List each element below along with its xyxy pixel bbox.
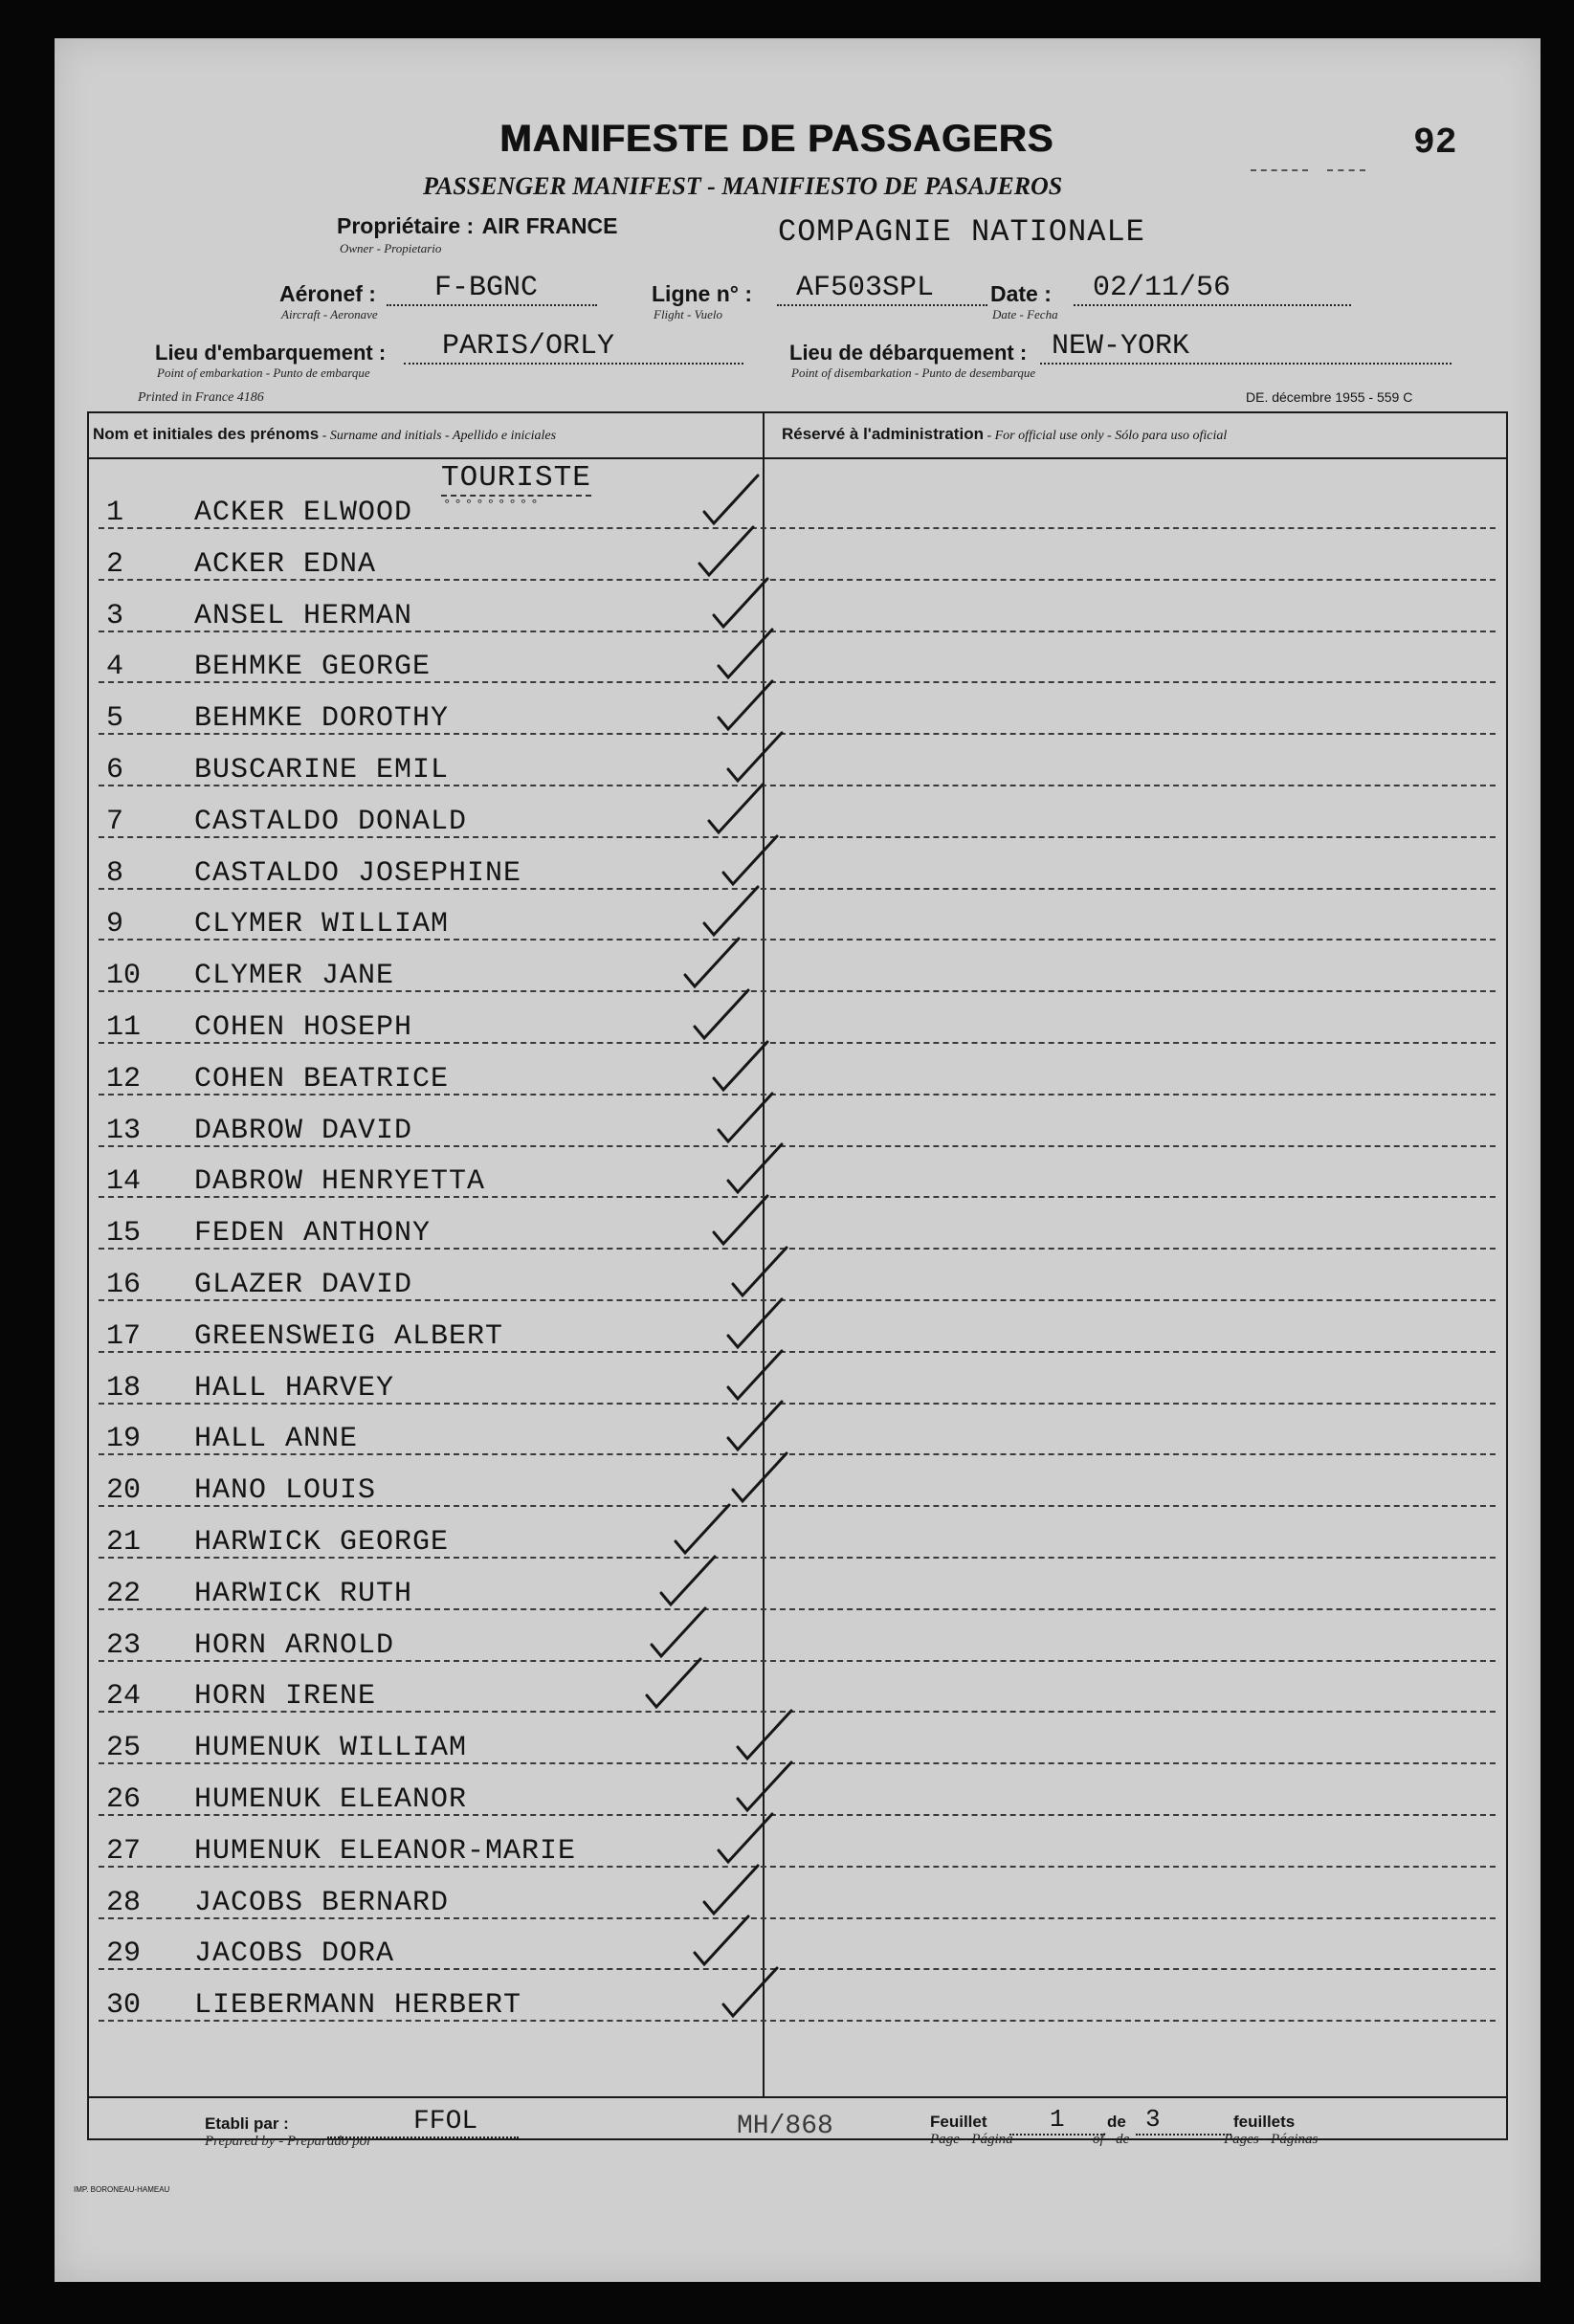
passenger-name: CASTALDO DONALD xyxy=(194,805,468,838)
passenger-number: 4 xyxy=(106,651,124,684)
passenger-name: HUMENUK ELEANOR-MARIE xyxy=(194,1834,577,1868)
check-mark-icon xyxy=(711,1808,778,1866)
date-label: Date : xyxy=(990,281,1052,306)
passenger-number: 25 xyxy=(106,1732,142,1765)
check-mark-icon xyxy=(697,470,764,527)
passenger-name: JACOBS BERNARD xyxy=(194,1886,450,1919)
embark-label: Lieu d'embarquement : xyxy=(155,341,387,365)
flight-sub: Flight - Vuelo xyxy=(654,307,722,321)
passenger-name: COHEN HOSEPH xyxy=(194,1011,413,1044)
passenger-number: 9 xyxy=(106,908,124,941)
check-mark-icon xyxy=(720,727,787,785)
passenger-number: 20 xyxy=(106,1474,142,1508)
passenger-name: DABROW DAVID xyxy=(194,1114,413,1147)
table-row xyxy=(99,527,1496,581)
table-row xyxy=(99,1916,1496,1970)
check-mark-icon xyxy=(711,675,778,733)
of-label: de xyxy=(1107,2113,1126,2131)
check-mark-icon xyxy=(706,1036,773,1094)
owner-label: Propriétaire : xyxy=(337,213,475,238)
check-mark-icon xyxy=(711,1088,778,1145)
prepared-sub: Prepared by - Preparado por xyxy=(205,2134,372,2149)
table-row xyxy=(99,1505,1496,1559)
form-code: DE. décembre 1955 - 559 C xyxy=(1246,389,1413,405)
passenger-number: 6 xyxy=(106,754,124,786)
passenger-number: 3 xyxy=(106,599,124,632)
manifest-sheet xyxy=(55,38,1541,2282)
passenger-number: 11 xyxy=(106,1011,142,1044)
check-mark-icon xyxy=(668,1499,735,1557)
check-mark-icon xyxy=(711,624,778,681)
passenger-number: 18 xyxy=(106,1371,142,1405)
page-number: 92 xyxy=(1413,122,1457,164)
imprint: IMP. BORONEAU-HAMEAU xyxy=(74,2185,170,2194)
check-mark-icon xyxy=(716,830,783,888)
passenger-number: 7 xyxy=(106,805,124,838)
owner-sub: Owner - Propietario xyxy=(340,241,442,255)
table-row xyxy=(99,1762,1496,1816)
passenger-name: HORN IRENE xyxy=(194,1680,377,1714)
check-mark-icon xyxy=(687,985,754,1042)
table-bottom-rule xyxy=(89,2096,1506,2098)
embark-sub: Point of embarkation - Punto de embarque xyxy=(157,365,370,380)
passenger-name: JACOBS DORA xyxy=(194,1937,395,1971)
passenger-number: 26 xyxy=(106,1783,142,1816)
sheet-value: 1 xyxy=(1009,2105,1105,2136)
table-row xyxy=(99,1094,1496,1147)
owner-row xyxy=(337,213,617,239)
passenger-number: 24 xyxy=(106,1680,142,1714)
table-row xyxy=(99,1866,1496,1919)
passenger-number: 28 xyxy=(106,1886,142,1919)
aircraft-sub: Aircraft - Aeronave xyxy=(281,307,378,321)
passenger-number: 13 xyxy=(106,1114,142,1147)
passenger-name: CASTALDO JOSEPHINE xyxy=(194,856,522,890)
passenger-number: 22 xyxy=(106,1577,142,1610)
col-admin-header: Réservé à l'administration - For official use only - Sólo para uso oficial xyxy=(782,425,1228,443)
check-mark-icon xyxy=(701,779,768,836)
check-mark-icon xyxy=(706,573,773,631)
pages-label: feuillets xyxy=(1233,2113,1296,2131)
date-sub: Date - Fecha xyxy=(992,307,1058,321)
passenger-name: HORN ARNOLD xyxy=(194,1628,395,1662)
passenger-name: ACKER EDNA xyxy=(194,547,377,581)
prepared-label: Etabli par : xyxy=(205,2114,289,2133)
passenger-number: 17 xyxy=(106,1319,142,1353)
disembark-value: NEW-YORK xyxy=(1040,330,1452,365)
table-row xyxy=(99,733,1496,786)
table-row xyxy=(99,476,1496,529)
pages-sub: Pages - Páginas xyxy=(1224,2132,1319,2147)
check-mark-icon xyxy=(725,1448,792,1505)
passenger-name: BEHMKE DOROTHY xyxy=(194,702,450,736)
table-row xyxy=(99,1659,1496,1713)
passenger-name: CLYMER WILLIAM xyxy=(194,908,450,941)
embark-value: PARIS/ORLY xyxy=(404,330,743,365)
reference-stamp: MH/868 xyxy=(737,2112,833,2141)
check-mark-icon xyxy=(677,933,744,990)
passenger-name: HALL HARVEY xyxy=(194,1371,395,1405)
printed-in: Printed in France 4186 xyxy=(138,390,264,405)
passenger-number: 10 xyxy=(106,960,142,993)
manifest-title: MANIFESTE DE PASSAGERS xyxy=(499,118,1054,160)
passenger-name: GREENSWEIG ALBERT xyxy=(194,1319,504,1353)
owner-printed-value: AIR FRANCE xyxy=(481,213,618,238)
passenger-number: 1 xyxy=(106,497,124,529)
prepared-value: FFOL xyxy=(327,2107,519,2138)
passenger-name: HARWICK RUTH xyxy=(194,1577,413,1610)
of-sub: of - de xyxy=(1093,2132,1130,2147)
passenger-number: 15 xyxy=(106,1217,142,1251)
table-row xyxy=(99,1453,1496,1507)
table-row xyxy=(99,836,1496,890)
passenger-number: 5 xyxy=(106,702,124,736)
table-row xyxy=(99,1144,1496,1198)
of-value: 3 xyxy=(1136,2105,1231,2136)
check-mark-icon xyxy=(720,1345,787,1403)
table-row xyxy=(99,579,1496,632)
aircraft-label: Aéronef : xyxy=(279,281,376,306)
flight-value: AF503SPL xyxy=(777,272,987,306)
col-name-header: Nom et initiales des prénoms - Surname and initials - Apellido e iniciales xyxy=(93,425,557,443)
check-mark-icon xyxy=(720,1139,787,1196)
table-row xyxy=(99,681,1496,735)
table-row xyxy=(99,1042,1496,1096)
passenger-name: COHEN BEATRICE xyxy=(194,1062,450,1096)
passenger-number: 19 xyxy=(106,1423,142,1456)
company-name: COMPAGNIE NATIONALE xyxy=(778,214,1145,250)
passenger-number: 12 xyxy=(106,1062,142,1096)
disembark-sub: Point of disembarkation - Punto de desembarque xyxy=(791,365,1036,380)
check-mark-icon xyxy=(720,1294,787,1351)
check-mark-icon xyxy=(716,1962,783,2020)
passenger-number: 27 xyxy=(106,1834,142,1868)
passenger-number: 29 xyxy=(106,1937,142,1971)
table-row xyxy=(99,1608,1496,1662)
table-row xyxy=(99,990,1496,1044)
date-value: 02/11/56 xyxy=(1074,272,1351,306)
check-mark-icon xyxy=(654,1551,720,1608)
section-dots: °°°°°°°°° xyxy=(443,498,542,513)
table-row xyxy=(99,939,1496,992)
passenger-name: LIEBERMANN HERBERT xyxy=(194,1989,522,2023)
sheet-sub: Page - Página xyxy=(930,2132,1013,2147)
table-row xyxy=(99,1814,1496,1868)
check-mark-icon xyxy=(692,521,759,579)
check-mark-icon xyxy=(697,881,764,939)
table-row xyxy=(99,1299,1496,1353)
check-mark-icon xyxy=(639,1653,706,1711)
passenger-number: 21 xyxy=(106,1526,142,1559)
aircraft-value: F-BGNC xyxy=(387,272,597,306)
check-mark-icon xyxy=(730,1705,797,1762)
passenger-number: 16 xyxy=(106,1269,142,1301)
table-row xyxy=(99,630,1496,683)
check-mark-icon xyxy=(687,1911,754,1968)
table-row xyxy=(99,785,1496,838)
sheet-label: Feuillet xyxy=(930,2113,987,2131)
disembark-label: Lieu de débarquement : xyxy=(789,341,1028,365)
header-dash-2 xyxy=(1327,169,1365,171)
passenger-name: HALL ANNE xyxy=(194,1423,359,1456)
check-mark-icon xyxy=(644,1603,711,1660)
passenger-name: GLAZER DAVID xyxy=(194,1269,413,1301)
check-mark-icon xyxy=(697,1860,764,1917)
table-row xyxy=(99,887,1496,941)
table-row xyxy=(99,1711,1496,1764)
passenger-name: BUSCARINE EMIL xyxy=(194,754,450,786)
passenger-table xyxy=(87,411,1508,2140)
check-mark-icon xyxy=(730,1757,797,1814)
passenger-name: ANSEL HERMAN xyxy=(194,599,413,632)
passenger-number: 14 xyxy=(106,1165,142,1199)
passenger-name: FEDEN ANTHONY xyxy=(194,1217,432,1251)
passenger-name: HUMENUK ELEANOR xyxy=(194,1783,468,1816)
passenger-number: 8 xyxy=(106,856,124,890)
passenger-name: CLYMER JANE xyxy=(194,960,395,993)
passenger-name: ACKER ELWOOD xyxy=(194,497,413,529)
passenger-name: BEHMKE GEORGE xyxy=(194,651,432,684)
manifest-subtitle: PASSENGER MANIFEST - MANIFIESTO DE PASAJEROS xyxy=(423,172,1063,200)
table-row xyxy=(99,1557,1496,1610)
section-label: TOURISTE xyxy=(441,461,591,495)
table-row xyxy=(99,1196,1496,1250)
passenger-name: DABROW HENRYETTA xyxy=(194,1165,486,1199)
check-mark-icon xyxy=(725,1242,792,1299)
passenger-number: 23 xyxy=(106,1628,142,1662)
table-row xyxy=(99,1351,1496,1405)
passenger-name: HUMENUK WILLIAM xyxy=(194,1732,468,1765)
passenger-name: HANO LOUIS xyxy=(194,1474,377,1508)
header-dash-1 xyxy=(1251,169,1308,171)
check-mark-icon xyxy=(720,1396,787,1453)
passenger-number: 2 xyxy=(106,547,124,581)
flight-label: Ligne n° : xyxy=(652,281,753,306)
table-header xyxy=(89,413,1506,459)
table-row xyxy=(99,1402,1496,1455)
passenger-number: 30 xyxy=(106,1989,142,2023)
check-mark-icon xyxy=(706,1190,773,1248)
passenger-name: HARWICK GEORGE xyxy=(194,1526,450,1559)
table-row xyxy=(99,1968,1496,2022)
table-row xyxy=(99,1248,1496,1301)
